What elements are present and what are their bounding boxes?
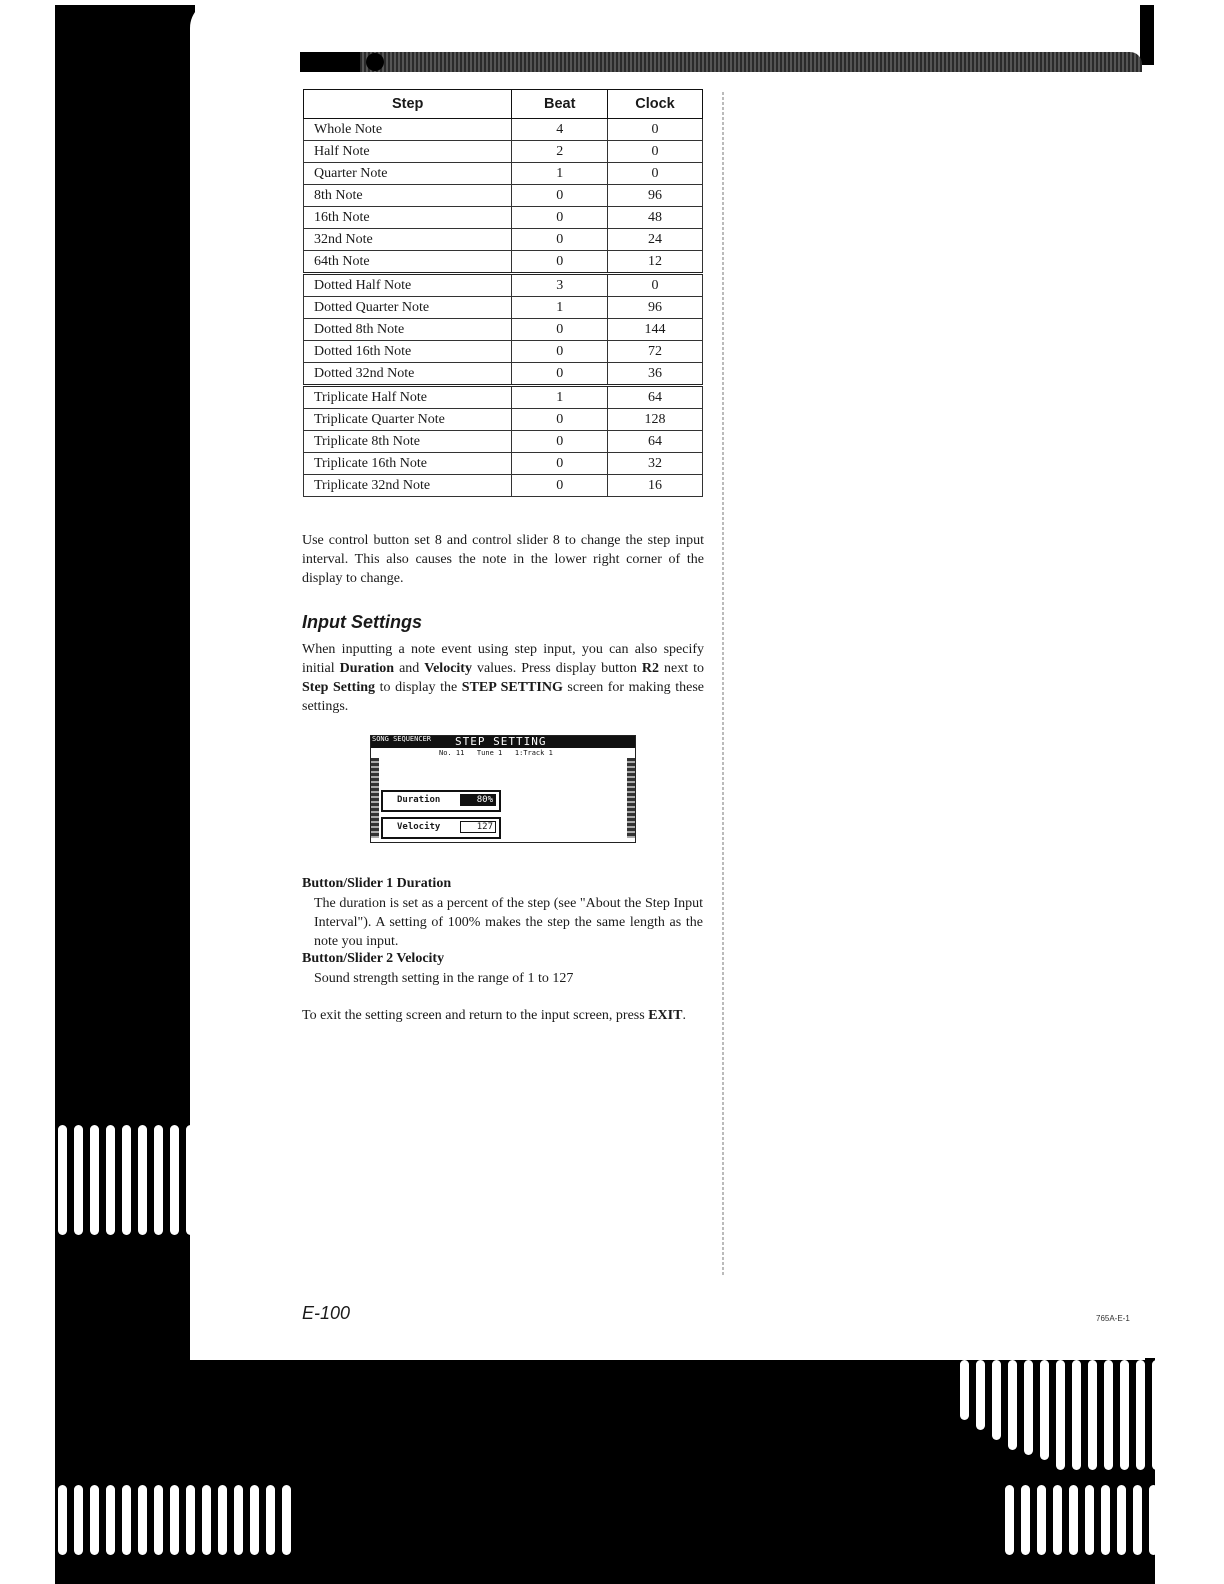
cell-beat: 1: [512, 297, 608, 319]
table-row: [304, 386, 703, 409]
duration-field[interactable]: [381, 790, 501, 812]
cell-clock: 96: [608, 297, 703, 319]
table-row: [304, 274, 703, 297]
cell-beat: 0: [512, 431, 608, 453]
step-setting-screen: [370, 735, 636, 843]
intro-paragraph: Use control button set 8 and control slider 8 to change the step input interval. This also causes the note in the lower right corner of the display to change.: [302, 533, 704, 586]
cell-beat: 0: [512, 185, 608, 207]
cell-clock: 36: [608, 363, 703, 386]
table-row: [304, 119, 703, 141]
velocity-value: 127: [460, 821, 496, 833]
cell-clock: 144: [608, 319, 703, 341]
cell-step: Dotted 8th Note: [304, 319, 512, 341]
cell-step: Triplicate 16th Note: [304, 453, 512, 475]
table-row: [304, 229, 703, 251]
cell-beat: 0: [512, 409, 608, 431]
cell-clock: 16: [608, 475, 703, 497]
cell-step: Quarter Note: [304, 163, 512, 185]
table-row: [304, 141, 703, 163]
header-beat: Beat: [512, 90, 608, 119]
cell-beat: 0: [512, 475, 608, 497]
cell-beat: 0: [512, 207, 608, 229]
scan-border-left: [55, 5, 195, 1584]
cell-beat: 0: [512, 363, 608, 386]
cell-clock: 0: [608, 141, 703, 163]
cell-step: 64th Note: [304, 251, 512, 274]
duration-value: 80%: [460, 794, 496, 806]
cell-beat: 0: [512, 453, 608, 475]
item-desc-duration: The duration is set as a percent of the step (see "About the Step Input Interval"). A setting of 100% makes the step the same length as the note you input.: [314, 896, 703, 949]
table-row: [304, 207, 703, 229]
screen-title-bar: [371, 736, 635, 748]
cell-beat: 2: [512, 141, 608, 163]
document-code: 765A-E-1: [1096, 1314, 1130, 1323]
cell-clock: 96: [608, 185, 703, 207]
cell-step: Triplicate 8th Note: [304, 431, 512, 453]
cell-beat: 1: [512, 386, 608, 409]
cell-clock: 48: [608, 207, 703, 229]
header-dot: [366, 53, 384, 71]
cell-clock: 12: [608, 251, 703, 274]
table-row: [304, 363, 703, 386]
table-row: [304, 163, 703, 185]
table-row: [304, 409, 703, 431]
table-row: [304, 185, 703, 207]
cell-clock: 24: [608, 229, 703, 251]
cell-step: Dotted 32nd Note: [304, 363, 512, 386]
table-row: [304, 475, 703, 497]
scan-stripes: [960, 1360, 1209, 1470]
scan-stripes: [58, 1485, 291, 1555]
cell-beat: 1: [512, 163, 608, 185]
cell-step: 8th Note: [304, 185, 512, 207]
input-settings-paragraph: When inputting a note event using step input, you can also specify initial Duration and Velocity values. Press display button R2 next to Step Setting to display the STEP SETTING screen for making these settings.: [302, 642, 705, 714]
cell-step: Triplicate Quarter Note: [304, 409, 512, 431]
item-desc-velocity: Sound strength setting in the range of 1 to 127: [314, 971, 574, 986]
page-number: E-100: [302, 1303, 351, 1323]
section-heading: Input Settings: [302, 612, 422, 632]
table-row: [304, 319, 703, 341]
cell-clock: 0: [608, 119, 703, 141]
scan-stripes: [58, 1125, 243, 1235]
table-row: [304, 297, 703, 319]
table-row: [304, 453, 703, 475]
cell-clock: 0: [608, 163, 703, 185]
cell-clock: 0: [608, 274, 703, 297]
exit-paragraph: To exit the setting screen and return to the input screen, press EXIT.: [302, 1008, 686, 1023]
cell-beat: 0: [512, 251, 608, 274]
header-bar: [300, 52, 1142, 72]
cell-beat: 3: [512, 274, 608, 297]
velocity-label: Velocity: [397, 822, 441, 832]
cell-step: Half Note: [304, 141, 512, 163]
cell-step: Triplicate 32nd Note: [304, 475, 512, 497]
cell-beat: 0: [512, 229, 608, 251]
cell-step: Dotted Half Note: [304, 274, 512, 297]
cell-step: Dotted 16th Note: [304, 341, 512, 363]
column-divider: [722, 92, 724, 1277]
item-title-duration: Button/Slider 1 Duration: [302, 876, 452, 891]
cell-step: 32nd Note: [304, 229, 512, 251]
screen-mode-label: SONG SEQUENCER: [372, 735, 432, 743]
screen-title: STEP SETTING: [455, 735, 547, 748]
cell-clock: 64: [608, 431, 703, 453]
table-row: [304, 251, 703, 274]
cell-step: Triplicate Half Note: [304, 386, 512, 409]
cell-clock: 32: [608, 453, 703, 475]
cell-step: Whole Note: [304, 119, 512, 141]
scan-edge-right: [1140, 5, 1154, 65]
table-row: [304, 431, 703, 453]
screen-left-buttons: [371, 758, 379, 838]
scan-stripes: [1005, 1485, 1158, 1555]
cell-beat: 0: [512, 341, 608, 363]
screen-right-buttons: [627, 758, 635, 838]
table-header-row: [304, 90, 703, 119]
header-block: [300, 52, 360, 72]
step-table: [303, 89, 703, 497]
cell-step: Dotted Quarter Note: [304, 297, 512, 319]
header-clock: Clock: [608, 90, 703, 119]
screen-info: No. 11 Tune 1 1:Track 1: [439, 749, 553, 757]
cell-clock: 72: [608, 341, 703, 363]
cell-clock: 128: [608, 409, 703, 431]
cell-step: 16th Note: [304, 207, 512, 229]
item-title-velocity: Button/Slider 2 Velocity: [302, 951, 445, 966]
cell-clock: 64: [608, 386, 703, 409]
cell-beat: 0: [512, 319, 608, 341]
duration-label: Duration: [397, 795, 441, 805]
velocity-field[interactable]: [381, 817, 501, 839]
table-row: [304, 341, 703, 363]
header-step: Step: [304, 90, 512, 119]
cell-beat: 4: [512, 119, 608, 141]
